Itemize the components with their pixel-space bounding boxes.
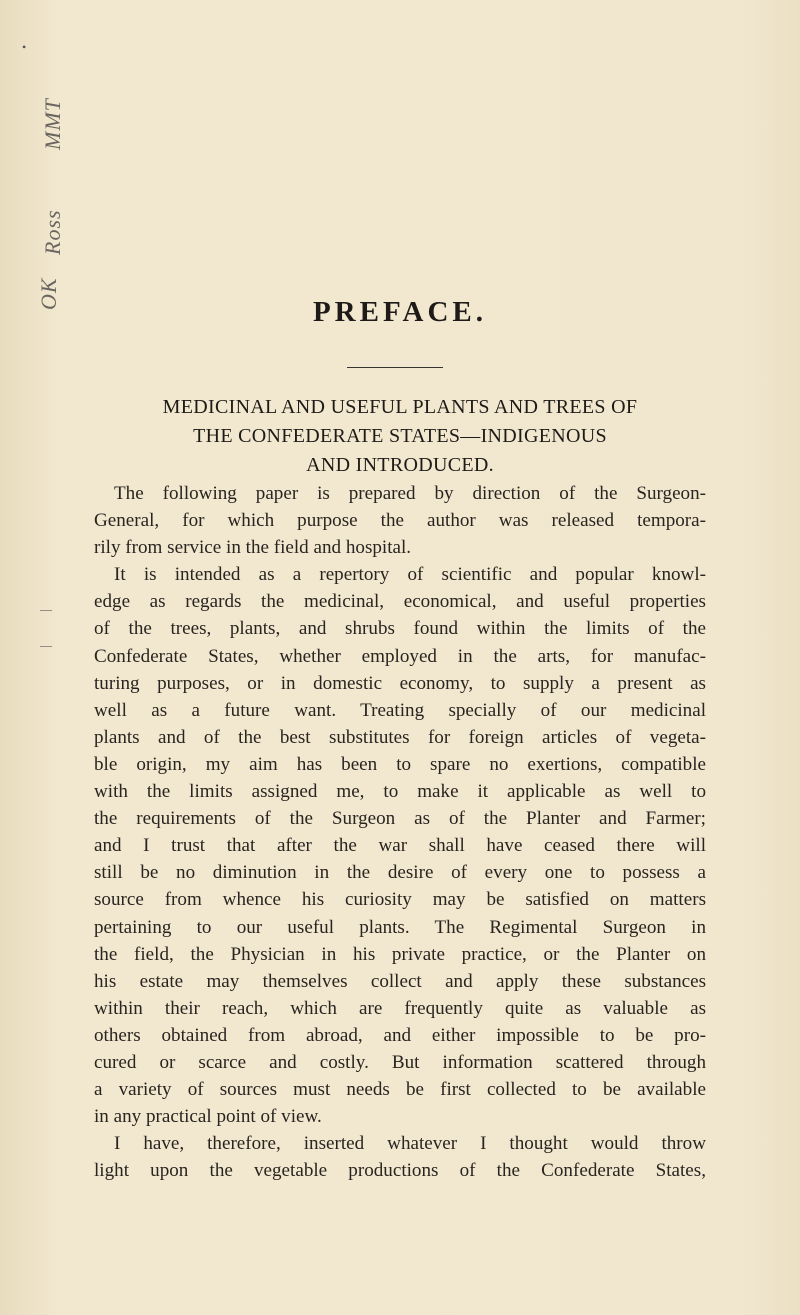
text-line: source from whence his curiosity may be satisfied on matters — [94, 889, 706, 911]
text-line: pertaining to our useful plants. The Regimental Surgeon in — [94, 916, 706, 938]
heading-line: AND INTRODUCED. — [306, 454, 494, 476]
section-heading — [95, 393, 705, 480]
text-line: It is intended as a repertory of scientific and popular knowl- — [114, 564, 706, 586]
margin-note: MMT — [40, 98, 65, 150]
text-line: ble origin, my aim has been to spare no exertions, compatible — [94, 753, 706, 775]
text-line: and I trust that after the war shall have ceased there will — [94, 835, 706, 857]
text-line: within their reach, which are frequently quite as valuable as — [94, 997, 706, 1019]
preface-body — [94, 480, 706, 1184]
text-line: General, for which purpose the author was released tempora- — [94, 510, 706, 532]
page-title: PREFACE. — [312, 296, 488, 328]
heading-line: MEDICINAL AND USEFUL PLANTS AND TREES OF — [162, 396, 638, 418]
text-line: plants and of the best substitutes for foreign articles of vegeta- — [94, 726, 706, 748]
heading-line: THE CONFEDERATE STATES—INDIGENOUS — [193, 425, 607, 447]
margin-annotations — [36, 55, 80, 315]
text-line: others obtained from abroad, and either impossible to be pro- — [94, 1024, 706, 1046]
margin-note: Ross — [40, 209, 65, 255]
text-line: his estate may themselves collect and apply these substances — [94, 970, 706, 992]
text-line: edge as regards the medicinal, economical, and useful properties — [94, 591, 706, 613]
title-divider — [347, 367, 443, 368]
binding-mark: — — [40, 602, 52, 616]
binding-mark: • — [22, 40, 27, 54]
text-line: still be no diminution in the desire of every one to possess a — [94, 862, 706, 884]
text-line: Confederate States, whether employed in the arts, for manufac- — [94, 645, 706, 667]
text-line: a variety of sources must needs be first collected to be available — [94, 1079, 706, 1101]
text-line: turing purposes, or in domestic economy, to supply a present as — [94, 672, 706, 694]
text-line: the field, the Physician in his private practice, or the Planter on — [94, 943, 706, 965]
text-line: I have, therefore, inserted whatever I thought would throw — [114, 1133, 706, 1155]
text-line: The following paper is prepared by direction of the Surgeon- — [114, 483, 706, 504]
text-line: cured or scarce and costly. But information scattered through — [94, 1051, 706, 1073]
text-line: rily from service in the field and hospital. — [94, 537, 412, 559]
text-line: of the trees, plants, and shrubs found within the limits of the — [94, 618, 706, 640]
text-line: with the limits assigned me, to make it applicable as well to — [94, 781, 706, 803]
text-line: in any practical point of view. — [94, 1106, 322, 1128]
text-line: well as a future want. Treating specially of our medicinal — [94, 699, 706, 721]
binding-mark: — — [40, 638, 52, 652]
text-line: light upon the vegetable productions of the Confederate States, — [94, 1160, 706, 1182]
text-line: the requirements of the Surgeon as of the Planter and Farmer; — [94, 808, 706, 830]
margin-note: OK — [36, 277, 61, 310]
